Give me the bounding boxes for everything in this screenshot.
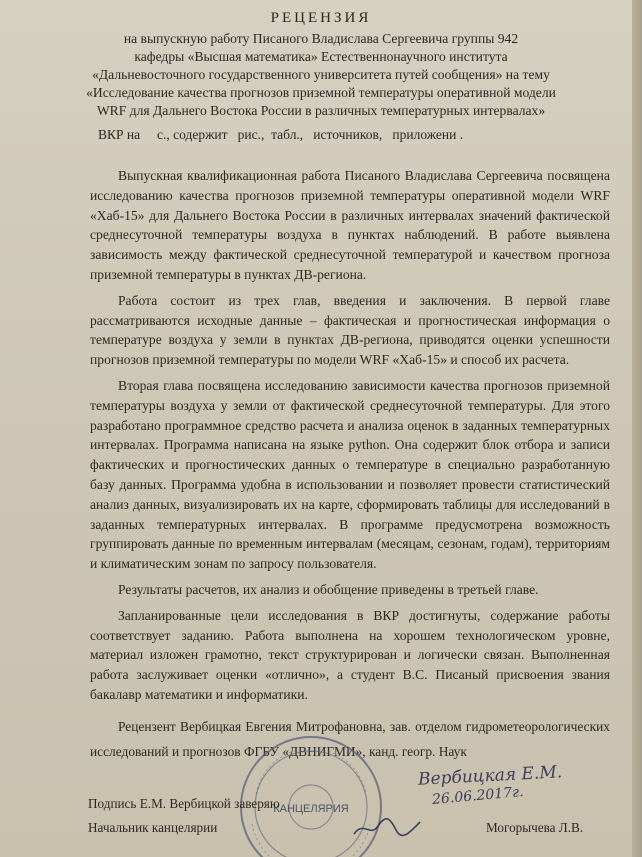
document-title: РЕЦЕНЗИЯ	[270, 10, 372, 26]
paragraph-chapter-1: Работа состоит из трех глав, введения и заключения. В первой главе рассматриваются исходные данные – фактическая и прогностическая информация о температуре воздуха у земли в пунктах ДВ-региона, приводятся оценки успешности прогнозов приземной температуры по модели WRF «Хаб-15» и способ их расчета.	[90, 292, 610, 368]
office-head-label: Начальник канцелярии	[88, 820, 218, 835]
header-line-3: «Дальневосточного государственного университета путей сообщения» на тему	[92, 67, 550, 82]
paragraph-conclusion: Запланированные цели исследования в ВКР достигнуты, содержание работы соответствует заданию. Работа выполнена на хорошем технологическом уровне, материал изложен грамотно, текст структурирован и логически связан. Выполненная работа заслуживает оценки «отлично», а студент В.С. Писаный присвоения звания бакалавр математики и информатики.	[90, 607, 610, 702]
handwritten-date: 26.06.2017г.	[431, 784, 525, 808]
page-edge	[632, 0, 642, 857]
stamp-label: КАНЦЕЛЯРИЯ	[273, 803, 349, 815]
office-signature-scribble	[352, 812, 422, 842]
paragraph-chapter-3: Результаты расчетов, их анализ и обобщение приведены в третьей главе.	[118, 581, 539, 597]
paragraph-chapter-2: Вторая глава посвящена исследованию зависимости качества прогнозов приземной температуры воздуха у земли от фактической среднесуточной температуры. Для этого разработано программное средство расчета и анализа оценок в заданных температурных интервалах. Программа написана на языке python. Она содержит блок отбора и записи фактических и прогностических данных о температуре в специально разработанную базу данных. Программа удобна в использовании и позволяет провести статистический анализ данных, визуализировать их на карте, сформировать таблицы для исследований в заданных температурных интервалах. В программе предусмотрена возможность группировать данные по временным интервалам (месяцам, сезонам, годам), территориям и климатическим зонам по запросу пользователя.	[90, 377, 610, 572]
stats-line: ВКР на с., содержит рис., табл., источников, приложени .	[98, 127, 464, 142]
review-body	[90, 166, 610, 705]
handwritten-signature: Вербицкая Е.М.	[417, 762, 563, 790]
office-head-name: Могорычева Л.В.	[486, 820, 584, 835]
header-line-2: кафедры «Высшая математика» Естественнонаучного института	[134, 49, 508, 64]
signature-certification: Подпись Е.М. Вербицкой заверяю	[88, 796, 280, 811]
paragraph-intro: Выпускная квалификационная работа Писаного Владислава Сергеевича посвящена исследованию качества прогнозов приземной температуры оперативной модели WRF «Хаб-15» для Дальнего Востока России в различных интервалах значений фактической среднесуточной температуры воздуха в пунктах наблюдений. В работе выявлена зависимость между фактической среднесуточной температурой и качеством прогноза приземной температуры в пунктах ДВ-региона.	[90, 168, 610, 282]
header-line-1: на выпускную работу Писаного Владислава Сергеевича группы 942	[123, 31, 519, 46]
reviewer-info: Рецензент Вербицкая Евгения Митрофановна, зав. отделом гидрометеорологических исследований и прогнозов ФГБУ «ДВНИГМИ», канд. геогр. Наук	[90, 719, 610, 759]
header-line-5: WRF для Дальнего Востока России в различных температурных интервалах»	[96, 103, 546, 118]
header-line-4: «Исследование качества прогнозов приземной температуры оперативной модели	[86, 85, 556, 100]
